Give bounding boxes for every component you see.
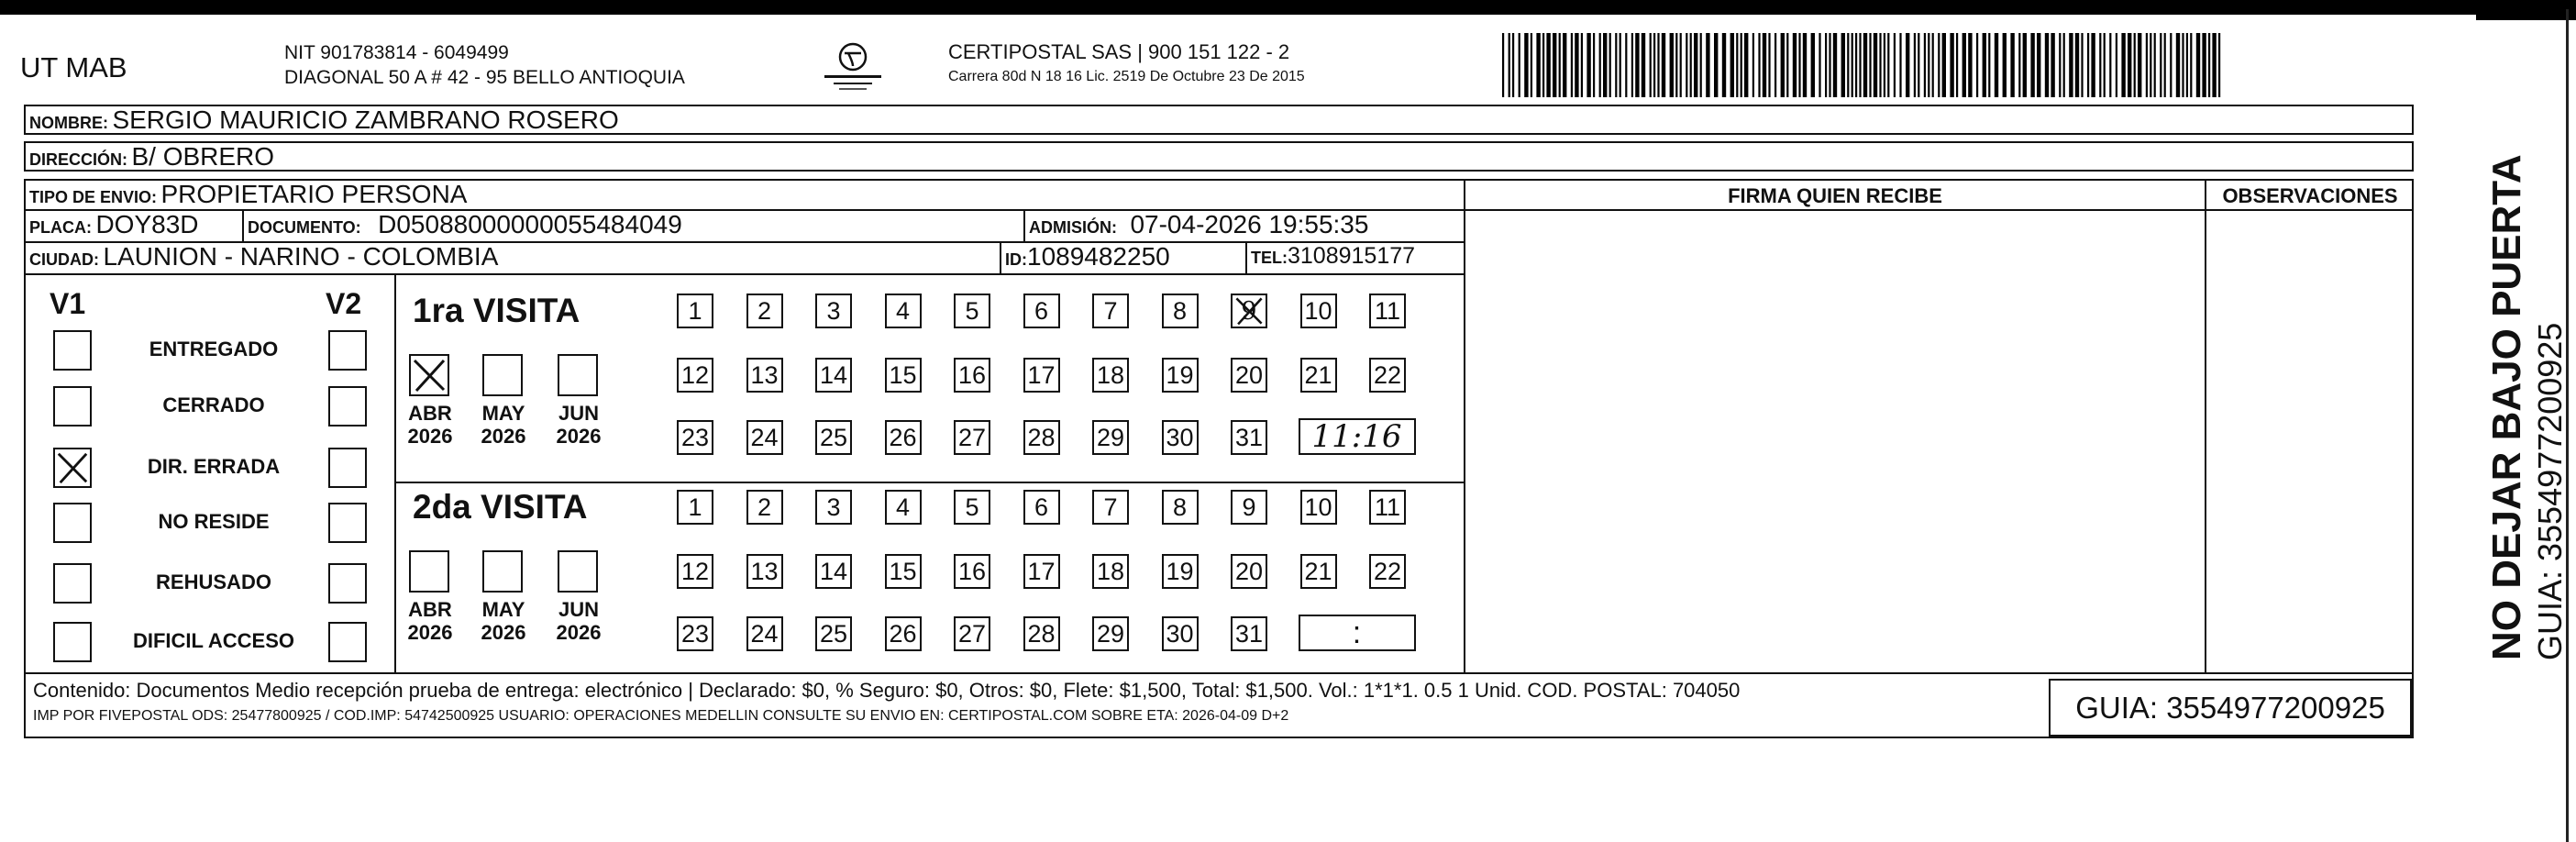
certipostal-logo	[821, 39, 885, 95]
day-box[interactable]: 15	[885, 554, 922, 589]
day-box[interactable]: 16	[954, 554, 990, 589]
barcode-bar	[1884, 33, 1885, 97]
visit1-title: 1ra VISITA	[413, 292, 580, 329]
month-checkbox[interactable]	[482, 354, 523, 396]
day-box[interactable]: 30	[1162, 616, 1199, 651]
barcode-bar	[1995, 33, 1998, 97]
barcode-bar	[1768, 33, 1770, 97]
day-box[interactable]: 27	[954, 616, 990, 651]
day-box[interactable]: 17	[1023, 554, 1060, 589]
day-box[interactable]: 3	[815, 490, 852, 525]
row-direccion	[24, 141, 2414, 172]
barcode-bar	[1855, 33, 1857, 97]
tel-value: 3108915177	[1288, 243, 1416, 269]
day-box[interactable]: 8	[1162, 490, 1199, 525]
month-label	[475, 402, 532, 448]
month-year: 2026	[407, 621, 453, 644]
barcode-bar	[2091, 33, 2095, 97]
v2-checkbox[interactable]	[328, 330, 367, 371]
barcode-bar	[1968, 33, 1972, 97]
barcode-bar	[1593, 33, 1595, 97]
barcode-bar	[1962, 33, 1966, 97]
v1-checkbox[interactable]	[53, 503, 92, 543]
visit-time[interactable]: :	[1299, 615, 1416, 651]
barcode-bar	[2128, 33, 2131, 97]
day-box[interactable]: 29	[1092, 420, 1129, 455]
barcode-bar	[1786, 33, 1788, 97]
barcode-bar	[1938, 33, 1940, 97]
month-checkbox[interactable]	[409, 354, 449, 396]
barcode-bar	[1736, 33, 1738, 97]
barcode-bar	[1950, 33, 1953, 97]
x-mark-icon	[55, 449, 90, 486]
barcode-bar	[1894, 33, 1896, 97]
day-box[interactable]: 30	[1162, 420, 1199, 455]
barcode-bar	[1825, 33, 1827, 97]
day-box[interactable]: 22	[1369, 554, 1406, 589]
barcode-bar	[1559, 33, 1561, 97]
barcode-bar	[1690, 33, 1692, 97]
day-box[interactable]: 18	[1092, 554, 1129, 589]
barcode-bar	[1781, 33, 1785, 97]
month-name: ABR	[408, 598, 452, 621]
barcode-bar	[1906, 33, 1909, 97]
barcode-bar	[1509, 33, 1510, 97]
barcode-bar	[2109, 33, 2111, 97]
id-label: ID:	[1005, 250, 1027, 269]
company-info	[284, 40, 685, 90]
status-option-label: ENTREGADO	[149, 338, 279, 360]
day-box[interactable]: 8	[1162, 294, 1199, 328]
barcode-bar	[1874, 33, 1877, 97]
barcode-bar	[2212, 33, 2216, 97]
day-box[interactable]: 25	[815, 616, 852, 651]
placa-value: DOY83D	[95, 210, 199, 238]
barcode-bar	[1650, 33, 1652, 97]
v2-checkbox[interactable]	[328, 386, 367, 427]
barcode-bar	[1758, 33, 1760, 97]
v1-checkbox[interactable]	[53, 563, 92, 604]
month-year: 2026	[481, 425, 526, 448]
day-box[interactable]: 21	[1300, 358, 1337, 393]
day-box[interactable]: 12	[677, 554, 713, 589]
barcode-bar	[2051, 33, 2054, 97]
day-box[interactable]: 20	[1231, 358, 1267, 393]
day-box[interactable]: 9	[1231, 490, 1267, 525]
observaciones-header: OBSERVACIONES	[2222, 184, 2398, 207]
tipo-value: PROPIETARIO PERSONA	[160, 180, 468, 208]
barcode-bar	[1512, 33, 1514, 97]
barcode-bar	[1914, 33, 1916, 97]
day-box[interactable]: 28	[1023, 420, 1060, 455]
barcode-bar	[2121, 33, 2125, 97]
barcode-bar	[1603, 33, 1607, 97]
barcode-bar	[1841, 33, 1845, 97]
day-box[interactable]: 31	[1231, 420, 1267, 455]
row-nombre	[24, 105, 2414, 135]
firma-header: FIRMA QUIEN RECIBE	[1728, 184, 1942, 207]
barcode-bar	[1859, 33, 1861, 97]
day-box[interactable]: 21	[1300, 554, 1337, 589]
footer-contents: Contenido: Documentos Medio recepción prueba de entrega: electrónico | Declarado: $0, % Seguro: $0, Otros: $0, Flete: $1,500, Total: $1,500. Vol.: 1*1*1. 0.5 1 Unid. COD. POSTAL: 704050	[33, 679, 1741, 702]
barcode-bar	[1983, 33, 1986, 97]
day-box[interactable]: 14	[815, 358, 852, 393]
day-box[interactable]: 23	[677, 420, 713, 455]
month-name: ABR	[408, 402, 452, 425]
x-mark-icon	[411, 356, 448, 394]
v1-header: V1	[50, 287, 86, 320]
barcode-bar	[2081, 33, 2083, 97]
main-table	[24, 179, 2414, 674]
barcode-bar	[1722, 33, 1726, 97]
day-box[interactable]: 2	[746, 294, 783, 328]
day-box[interactable]: 1	[677, 490, 713, 525]
v1-checkbox[interactable]	[53, 330, 92, 371]
barcode-bar	[1819, 33, 1820, 97]
day-box[interactable]: 28	[1023, 616, 1060, 651]
day-box[interactable]: 13	[746, 554, 783, 589]
footer-print-info: IMP POR FIVEPOSTAL ODS: 25477800925 / COD.IMP: 54742500925 USUARIO: OPERACIONES MEDELLIN CONSULTE SU ENVIO EN: CERTIPOSTAL.COM SOBRE ETA: 2026-04-09 D+2	[33, 708, 1289, 724]
barcode-bar	[2075, 33, 2079, 97]
v1-checkbox[interactable]	[53, 386, 92, 427]
day-box[interactable]: 5	[954, 490, 990, 525]
v2-header: V2	[326, 287, 362, 320]
barcode-bar	[1587, 33, 1590, 97]
company-nit: NIT 901783814 - 6049499	[284, 42, 509, 63]
barcode-bar	[1829, 33, 1830, 97]
barcode-bar	[1680, 33, 1682, 97]
barcode-bar	[2154, 33, 2156, 97]
barcode-bar	[1536, 33, 1540, 97]
barcode-bar	[1899, 33, 1901, 97]
barcode-bar	[2164, 33, 2166, 97]
month-checkbox[interactable]	[558, 354, 598, 396]
barcode-bar	[1642, 33, 1645, 97]
day-box[interactable]: 23	[677, 616, 713, 651]
day-box[interactable]	[1231, 294, 1267, 328]
barcode-bar	[1700, 33, 1702, 97]
barcode-bar	[2059, 33, 2061, 97]
barcode-bar	[1571, 33, 1573, 97]
barcode-bar	[2045, 33, 2049, 97]
admision-label: ADMISIÓN:	[1029, 218, 1117, 237]
barcode-bar	[1553, 33, 1556, 97]
barcode-bar	[1833, 33, 1837, 97]
barcode-bar	[2037, 33, 2040, 97]
barcode-bar	[1793, 33, 1797, 97]
day-box[interactable]: 25	[815, 420, 852, 455]
barcode-bar	[2170, 33, 2172, 97]
day-box[interactable]: 12	[677, 358, 713, 393]
day-box[interactable]: 31	[1231, 616, 1267, 651]
footer-guia: GUIA: 3554977200925	[2049, 679, 2412, 737]
day-box[interactable]: 4	[885, 294, 922, 328]
top-border-corner	[2476, 0, 2576, 20]
barcode-bar	[2146, 33, 2148, 97]
side-label	[2485, 154, 2571, 660]
company-name: UT MAB	[20, 51, 127, 83]
barcode-bar	[1863, 33, 1867, 97]
barcode-bar	[2150, 33, 2151, 97]
barcode-bar	[1847, 33, 1849, 97]
month-name: MAY	[481, 402, 525, 425]
day-box[interactable]: 19	[1162, 554, 1199, 589]
tel-label: TEL:	[1251, 249, 1288, 267]
day-box[interactable]: 22	[1369, 358, 1406, 393]
barcode-bar	[2134, 33, 2136, 97]
v1-checkbox[interactable]	[53, 448, 92, 488]
day-box[interactable]: 11	[1369, 294, 1406, 328]
side-warning: NO DEJAR BAJO PUERTA	[2484, 154, 2529, 660]
barcode-bar	[1599, 33, 1601, 97]
barcode-bar	[1956, 33, 1958, 97]
direccion-value: B/ OBRERO	[131, 142, 275, 171]
status-option-label: CERRADO	[162, 393, 265, 416]
visit2-title: 2da VISITA	[413, 488, 588, 526]
barcode-bar	[1653, 33, 1655, 97]
barcode-bar	[1675, 33, 1677, 97]
day-box[interactable]: 27	[954, 420, 990, 455]
barcode-bar	[2176, 33, 2180, 97]
barcode-bar	[1714, 33, 1718, 97]
day-box[interactable]: 5	[954, 294, 990, 328]
barcode-bar	[1887, 33, 1889, 97]
day-number: 9	[1241, 297, 1257, 326]
day-box[interactable]: 24	[746, 420, 783, 455]
status-option-label: DIR. ERRADA	[147, 455, 281, 478]
barcode-bar	[2138, 33, 2141, 97]
barcode-bar	[1694, 33, 1697, 97]
day-box[interactable]: 13	[746, 358, 783, 393]
month-year: 2026	[481, 621, 526, 644]
barcode-bar	[1609, 33, 1611, 97]
month-name: JUN	[558, 402, 599, 425]
barcode-bar	[1575, 33, 1578, 97]
barcode-bar	[1988, 33, 1990, 97]
v2-checkbox[interactable]	[328, 622, 367, 662]
month-name: JUN	[558, 598, 599, 621]
day-box[interactable]: 1	[677, 294, 713, 328]
month-label	[550, 402, 607, 448]
ciudad-value: LAUNION - NARINO - COLOMBIA	[103, 242, 499, 271]
barcode-bar	[2116, 33, 2117, 97]
barcode-bar	[1581, 33, 1583, 97]
day-box[interactable]: 3	[815, 294, 852, 328]
barcode-bar	[1542, 33, 1544, 97]
barcode-bar	[2030, 33, 2034, 97]
nombre-label: NOMBRE:	[29, 114, 108, 132]
day-box[interactable]: 7	[1092, 490, 1129, 525]
day-box[interactable]: 10	[1300, 490, 1337, 525]
day-box[interactable]: 19	[1162, 358, 1199, 393]
visit-time[interactable]: 11:16	[1299, 418, 1416, 455]
day-box[interactable]: 29	[1092, 616, 1129, 651]
barcode-bar	[1918, 33, 1919, 97]
barcode-bar	[1686, 33, 1687, 97]
day-box[interactable]: 26	[885, 420, 922, 455]
barcode-bar	[1546, 33, 1550, 97]
month-year: 2026	[556, 621, 602, 644]
day-box[interactable]: 24	[746, 616, 783, 651]
month-label	[475, 598, 532, 644]
month-label	[402, 598, 459, 644]
barcode-bar	[1924, 33, 1926, 97]
company-address: DIAGONAL 50 A # 42 - 95 BELLO ANTIOQUIA	[284, 67, 685, 88]
barcode-bar	[2104, 33, 2106, 97]
v2-checkbox[interactable]	[328, 503, 367, 543]
month-year: 2026	[556, 425, 602, 448]
barcode-bar	[1869, 33, 1871, 97]
barcode-bar	[2069, 33, 2073, 97]
nombre-value: SERGIO MAURICIO ZAMBRANO ROSERO	[112, 105, 619, 134]
barcode-bar	[2160, 33, 2161, 97]
barcode-bar	[2202, 33, 2206, 97]
month-label	[402, 402, 459, 448]
day-box[interactable]: 18	[1092, 358, 1129, 393]
day-box[interactable]: 11	[1369, 490, 1406, 525]
barcode-bar	[2003, 33, 2007, 97]
barcode-bar	[2063, 33, 2065, 97]
barcode-bar	[2023, 33, 2027, 97]
month-year: 2026	[407, 425, 453, 448]
tipo-label: TIPO DE ENVIO:	[29, 188, 158, 206]
month-label	[550, 598, 607, 644]
day-box[interactable]: 15	[885, 358, 922, 393]
v2-checkbox[interactable]	[328, 563, 367, 604]
v1-checkbox[interactable]	[53, 622, 92, 662]
barcode-bar	[2190, 33, 2192, 97]
day-box[interactable]: 26	[885, 616, 922, 651]
side-guia: GUIA: 3554977200925	[2531, 322, 2569, 660]
barcode-bar	[1519, 33, 1520, 97]
id-value: 1089482250	[1027, 242, 1170, 271]
admision-value: 07-04-2026 19:55:35	[1130, 210, 1369, 238]
barcode-bar	[1852, 33, 1853, 97]
carrier-license: Carrera 80d N 18 16 Lic. 2519 De Octubre 23 De 2015	[948, 69, 1305, 84]
barcode-bar	[1615, 33, 1617, 97]
barcode-bar	[2087, 33, 2089, 97]
barcode-bar	[1928, 33, 1929, 97]
barcode-bar	[2218, 33, 2220, 97]
barcode-bar	[1774, 33, 1776, 97]
barcode-bar	[1625, 33, 1627, 97]
barcode-bar	[1803, 33, 1807, 97]
month-checkbox[interactable]	[558, 550, 598, 593]
month-checkbox[interactable]	[409, 550, 449, 593]
barcode-bar	[1524, 33, 1528, 97]
barcode-bar	[1563, 33, 1566, 97]
barcode-bar	[1706, 33, 1709, 97]
carrier-info	[948, 40, 1305, 85]
barcode-bar	[2018, 33, 2020, 97]
documento-label: DOCUMENTO:	[248, 218, 361, 237]
barcode-bar	[2196, 33, 2200, 97]
status-option-label: NO RESIDE	[158, 510, 270, 533]
day-box[interactable]: 6	[1023, 294, 1060, 328]
barcode-bar	[1741, 33, 1742, 97]
barcode-bar	[1798, 33, 1800, 97]
barcode-bar	[1657, 33, 1659, 97]
documento-value: D05088000000055484049	[378, 210, 682, 238]
status-option-label: DIFICIL ACCESO	[132, 629, 294, 652]
barcode-bar	[1502, 33, 1504, 97]
barcode-bar	[2010, 33, 2014, 97]
status-option-label: REHUSADO	[156, 571, 271, 593]
ciudad-label: CIUDAD:	[29, 250, 99, 269]
month-name: MAY	[481, 598, 525, 621]
day-box[interactable]: 2	[746, 490, 783, 525]
barcode-bar	[1531, 33, 1532, 97]
barcode-bar	[1752, 33, 1754, 97]
v2-checkbox[interactable]	[328, 448, 367, 488]
barcode-bar	[2186, 33, 2188, 97]
month-checkbox[interactable]	[482, 550, 523, 593]
barcode-bar	[1635, 33, 1639, 97]
barcode-bar	[1976, 33, 1978, 97]
barcode-bar	[1620, 33, 1621, 97]
day-box[interactable]: 17	[1023, 358, 1060, 393]
barcode-bar	[2099, 33, 2101, 97]
barcode-bar	[1744, 33, 1748, 97]
barcode-bar	[1670, 33, 1674, 97]
placa-label: PLACA:	[29, 218, 92, 237]
barcode-bar	[1811, 33, 1815, 97]
barcode-bar	[1662, 33, 1665, 97]
barcode	[1502, 33, 2227, 97]
barcode-bar	[1730, 33, 1734, 97]
barcode-bar	[1631, 33, 1633, 97]
day-box[interactable]: 4	[885, 490, 922, 525]
x-mark-icon	[1233, 295, 1266, 327]
direccion-label: DIRECCIÓN:	[29, 150, 127, 169]
day-box[interactable]: 20	[1231, 554, 1267, 589]
day-box[interactable]: 6	[1023, 490, 1060, 525]
barcode-bar	[1942, 33, 1946, 97]
barcode-bar	[2208, 33, 2210, 97]
day-box[interactable]: 10	[1300, 294, 1337, 328]
top-border	[0, 0, 2576, 15]
barcode-bar	[1879, 33, 1881, 97]
day-box[interactable]: 16	[954, 358, 990, 393]
day-box[interactable]: 14	[815, 554, 852, 589]
day-box[interactable]: 7	[1092, 294, 1129, 328]
barcode-bar	[1763, 33, 1766, 97]
barcode-bar	[2182, 33, 2184, 97]
carrier-name: CERTIPOSTAL SAS | 900 151 122 - 2	[948, 40, 1290, 63]
barcode-bar	[1932, 33, 1934, 97]
